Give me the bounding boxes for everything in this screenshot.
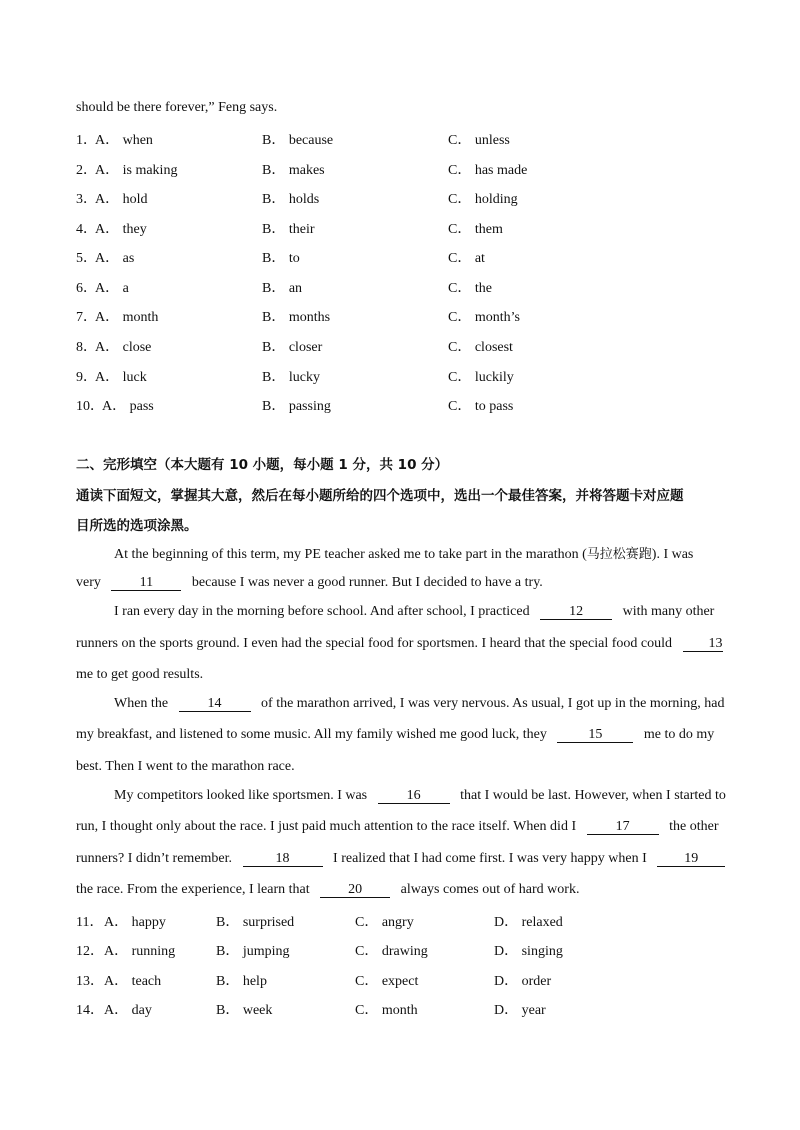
- passage-text: ). I was: [651, 547, 694, 562]
- question-number: 10．: [76, 399, 104, 414]
- passage-line: [114, 788, 726, 804]
- passage-line: [76, 851, 725, 867]
- option-a: A． is making: [95, 163, 178, 178]
- passage-line: [76, 727, 714, 743]
- answer-blank-11: 11: [111, 576, 181, 591]
- option-c: C． the: [448, 281, 492, 296]
- section-instruction: 目所选的选项涂黑。: [76, 518, 198, 534]
- option-b: B． an: [262, 281, 303, 296]
- passage-text: because I was never a good runner. But I decided to have a try.: [191, 575, 543, 590]
- option-c: C． luckily: [448, 370, 514, 385]
- option-a: A． teach: [104, 974, 162, 989]
- answer-blank-17: 17: [587, 820, 659, 835]
- passage-text: run, I thought only about the race. I just paid much attention to the race itself. When did I: [76, 819, 577, 834]
- question-number: 1．: [76, 133, 97, 148]
- question-number: 5．: [76, 251, 97, 266]
- passage-text: My competitors looked like sportsmen. I was: [114, 788, 368, 803]
- passage-text: with many other: [622, 604, 715, 619]
- question-number: 9．: [76, 370, 97, 385]
- question-number: 2．: [76, 163, 97, 178]
- answer-blank-18: 18: [243, 852, 323, 867]
- option-b: B． months: [262, 310, 331, 325]
- passage-text: very: [76, 575, 101, 590]
- passage-text: my breakfast, and listened to some music. All my family wished me good luck, they: [76, 727, 547, 742]
- option-b: B． their: [262, 222, 315, 237]
- answer-blank-16: 16: [378, 789, 450, 804]
- passage-text: me to do my: [643, 727, 715, 742]
- option-c: C． month’s: [448, 310, 520, 325]
- chinese-gloss: 马拉松赛跑: [586, 547, 652, 562]
- question-number: 12．: [76, 944, 104, 959]
- option-a: A． as: [95, 251, 135, 266]
- option-a: A． happy: [104, 915, 166, 930]
- option-b: B． week: [216, 1003, 273, 1018]
- option-a: A． day: [104, 1003, 152, 1018]
- question-number: 6．: [76, 281, 97, 296]
- option-d: D． year: [494, 1003, 546, 1018]
- option-c: C． drawing: [355, 944, 428, 959]
- option-c: C． them: [448, 222, 503, 237]
- option-b: B． closer: [262, 340, 323, 355]
- option-a: A． month: [95, 310, 159, 325]
- option-a: A． a: [95, 281, 129, 296]
- answer-blank-20: 20: [320, 883, 390, 898]
- option-c: C． month: [355, 1003, 418, 1018]
- passage-text: of the marathon arrived, I was very nervous. As usual, I got up in the morning, had: [261, 696, 725, 711]
- option-c: C． closest: [448, 340, 513, 355]
- passage-line: [114, 696, 724, 712]
- option-d: D． order: [494, 974, 552, 989]
- passage-line: [76, 636, 723, 652]
- option-b: B． holds: [262, 192, 320, 207]
- answer-blank-15: 15: [557, 728, 633, 743]
- option-c: C． holding: [448, 192, 518, 207]
- option-a: A． when: [95, 133, 153, 148]
- option-a: A． they: [95, 222, 147, 237]
- question-number: 3．: [76, 192, 97, 207]
- answer-blank-12: 12: [540, 605, 612, 620]
- passage-text: runners on the sports ground. I even had the special food for sportsmen. I heard that the special food could: [76, 636, 672, 651]
- option-b: B． help: [216, 974, 267, 989]
- option-a: A． close: [95, 340, 152, 355]
- option-b: B． because: [262, 133, 334, 148]
- passage-text: At the beginning of this term, my PE teacher asked me to take part in the marathon (: [114, 547, 587, 562]
- answer-blank-19: 19: [657, 852, 725, 867]
- passage-text: that I would be last. However, when I started to: [460, 788, 726, 803]
- option-c: C． angry: [355, 915, 414, 930]
- passage-text: always comes out of hard work.: [400, 882, 580, 897]
- option-b: B． to: [262, 251, 300, 266]
- option-c: C． expect: [355, 974, 419, 989]
- answer-blank-14: 14: [179, 697, 251, 712]
- option-d: D． singing: [494, 944, 563, 959]
- question-number: 8．: [76, 340, 97, 355]
- question-number: 7．: [76, 310, 97, 325]
- question-number: 14．: [76, 1003, 104, 1018]
- option-c: C． has made: [448, 163, 528, 178]
- question-number: 4．: [76, 222, 97, 237]
- passage-text: When the: [114, 696, 169, 711]
- section-heading: 二、完形填空（本大题有 10 小题，每小题 1 分，共 10 分）: [76, 457, 449, 473]
- section-instruction: 通读下面短文，掌握其大意，然后在每小题所给的四个选项中，选出一个最佳答案，并将答题卡对应题: [76, 488, 684, 504]
- passage-line: me to get good results.: [76, 667, 204, 682]
- option-b: B． lucky: [262, 370, 320, 385]
- option-c: C． at: [448, 251, 485, 266]
- option-a: A． hold: [95, 192, 148, 207]
- passage-line: [114, 543, 693, 563]
- option-d: D． relaxed: [494, 915, 563, 930]
- option-a: A． luck: [95, 370, 147, 385]
- passage-text: the other: [669, 819, 719, 834]
- option-b: B． surprised: [216, 915, 295, 930]
- passage-text: I ran every day in the morning before school. And after school, I practiced: [114, 604, 530, 619]
- passage-text: runners? I didn’t remember.: [76, 851, 233, 866]
- option-b: B． passing: [262, 399, 331, 414]
- passage-text: the race. From the experience, I learn that: [76, 882, 310, 897]
- option-c: C． unless: [448, 133, 510, 148]
- passage-tail: should be there forever,” Feng says.: [76, 100, 278, 115]
- option-a: A． pass: [102, 399, 154, 414]
- passage-line: [114, 604, 714, 620]
- passage-line: [76, 882, 579, 898]
- question-number: 11．: [76, 915, 104, 930]
- option-c: C． to pass: [448, 399, 514, 414]
- question-number: 13．: [76, 974, 104, 989]
- passage-line: [76, 575, 543, 591]
- option-b: B． makes: [262, 163, 325, 178]
- passage-line: [76, 819, 718, 835]
- passage-line: best. Then I went to the marathon race.: [76, 759, 295, 774]
- option-b: B． jumping: [216, 944, 290, 959]
- passage-text: I realized that I had come first. I was very happy when I: [333, 851, 647, 866]
- answer-blank-13: 13: [683, 637, 723, 652]
- option-a: A． running: [104, 944, 176, 959]
